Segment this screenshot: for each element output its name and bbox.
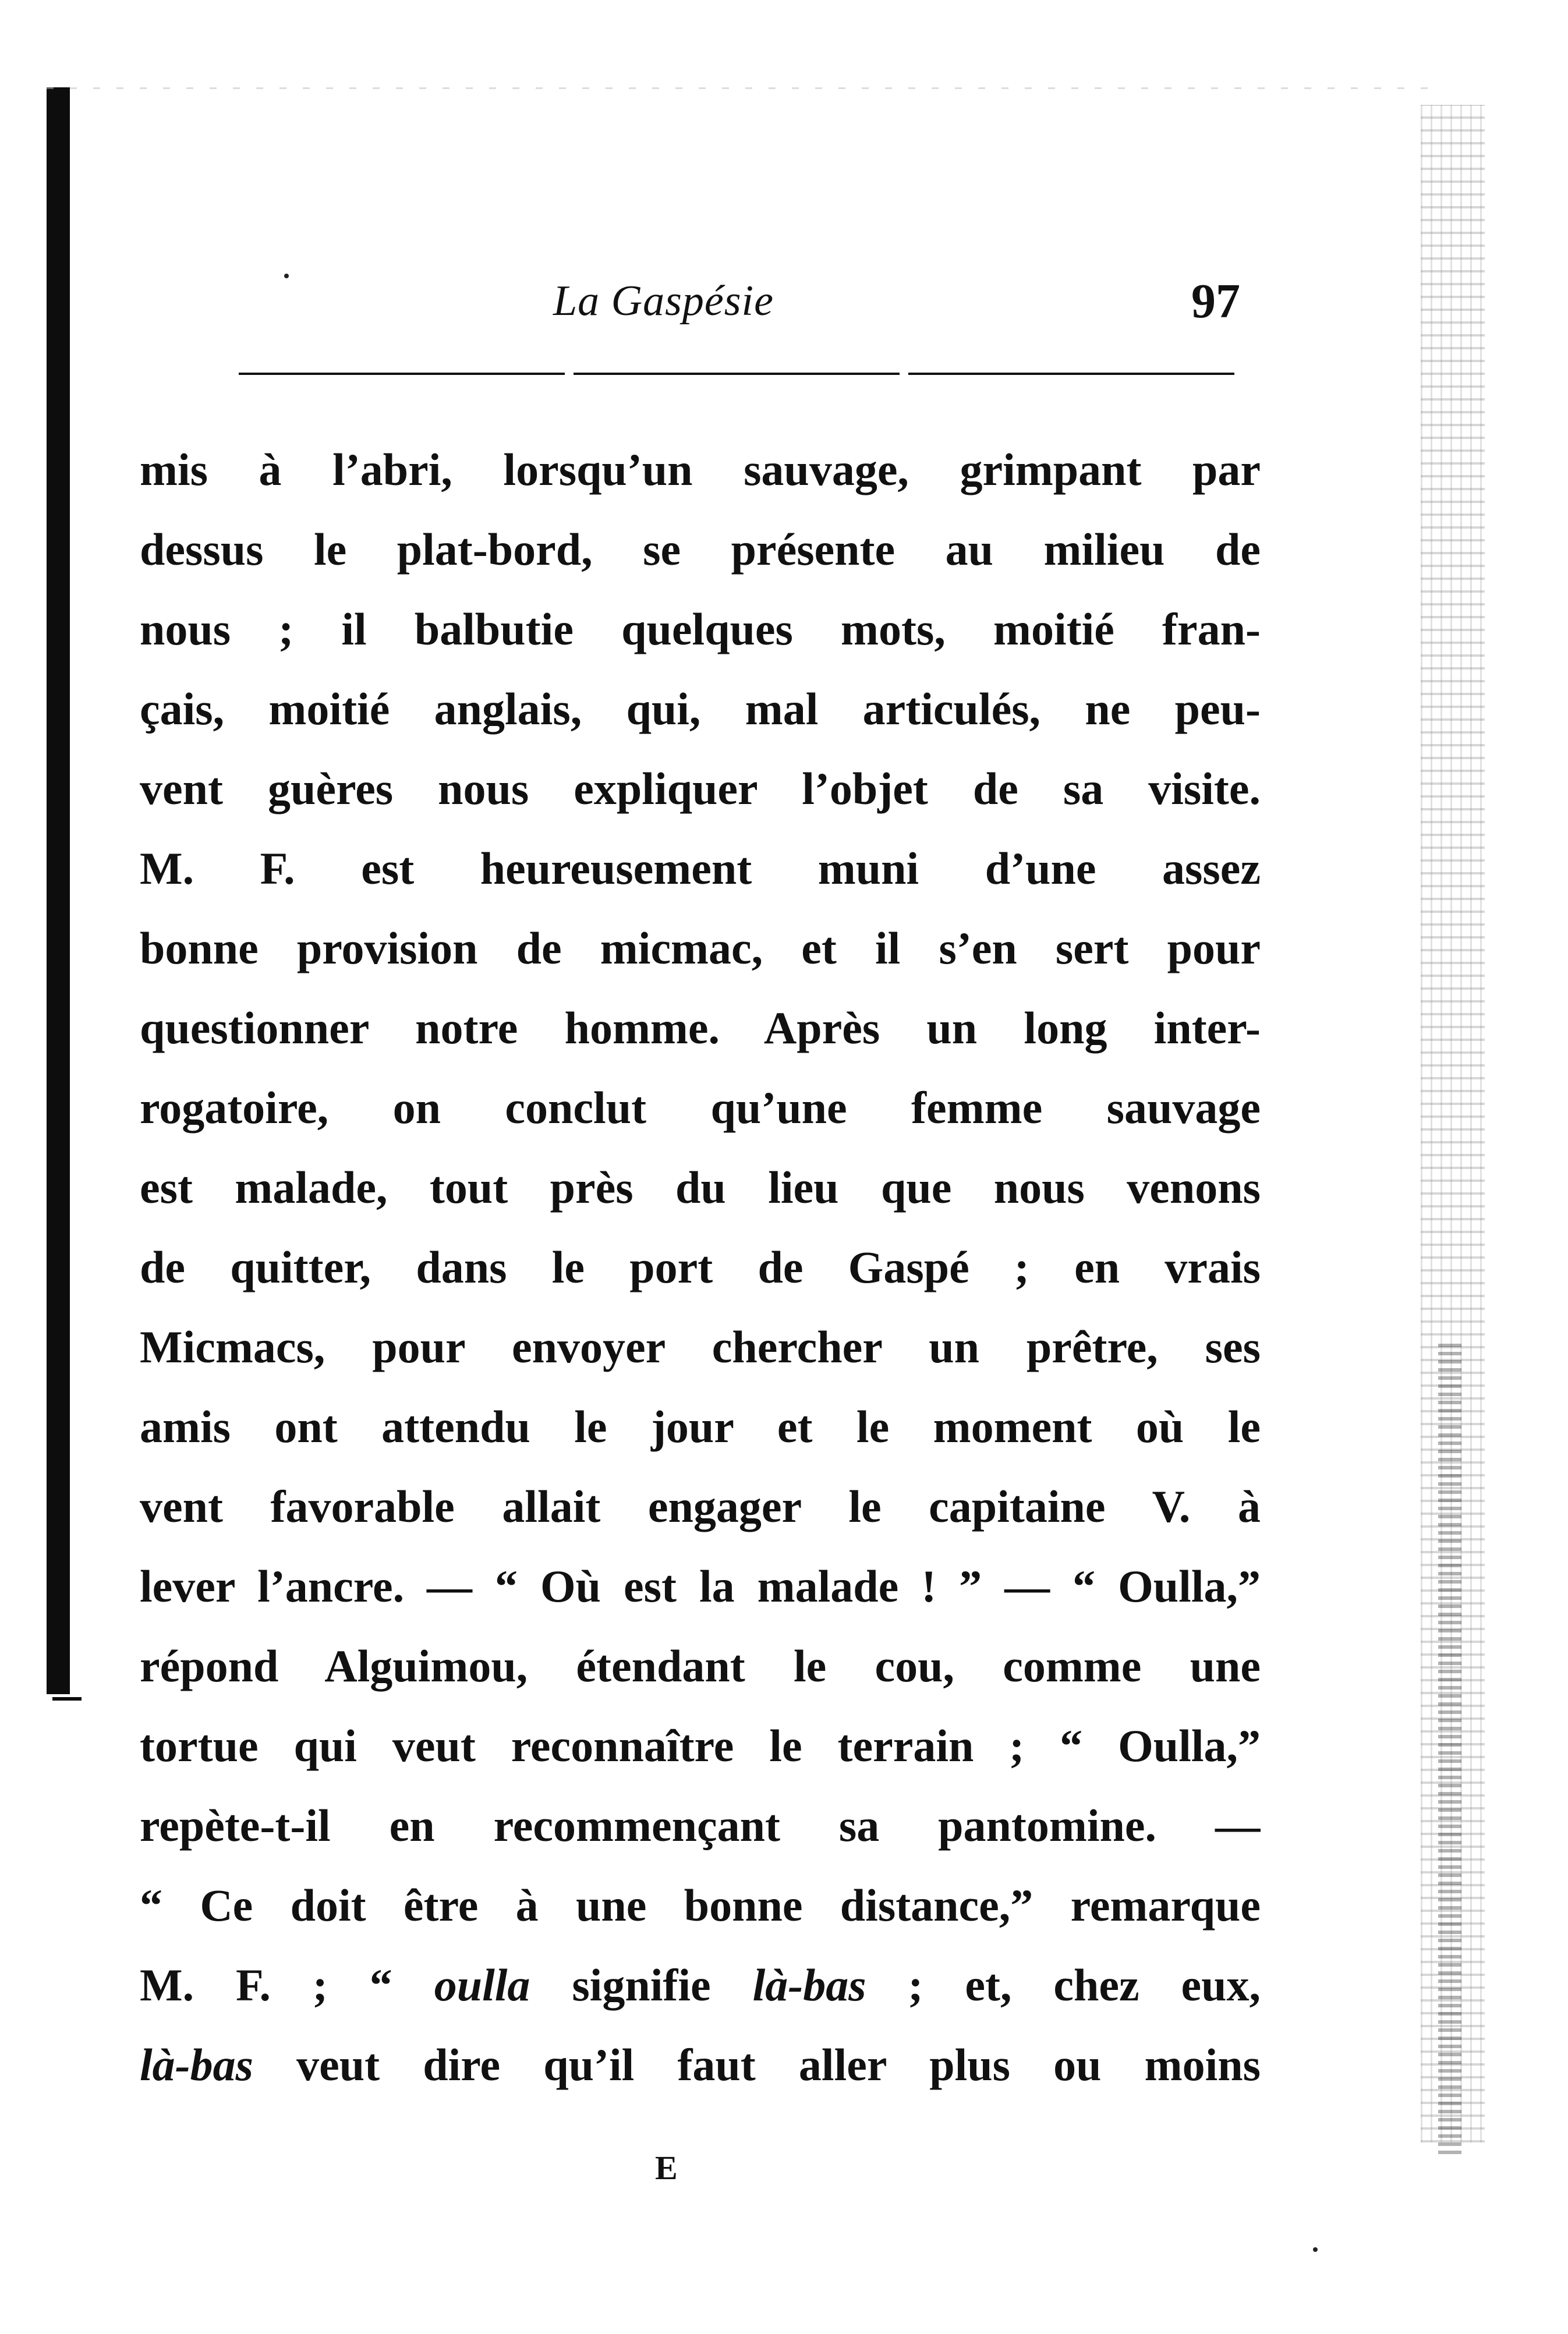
text-line: [140, 2025, 1261, 2105]
scan-top-edge: [47, 87, 1432, 89]
text-line: [140, 988, 1261, 1068]
text-run: répond Alguimou, étendant le cou, comme une: [140, 1641, 1261, 1691]
text-run: vent guères nous expliquer l’objet de sa visite.: [140, 763, 1261, 814]
italic-run: oulla: [434, 1960, 530, 2010]
italic-run: là-bas: [140, 2039, 253, 2090]
text-run: est malade, tout près du lieu que nous venons: [140, 1162, 1261, 1213]
text-line: [140, 828, 1261, 908]
text-run: veut dire qu’il faut aller plus ou moins: [253, 2039, 1261, 2090]
text-line: [140, 1786, 1261, 1865]
text-run: repète-t-il en recommençant sa pantomine. —: [140, 1800, 1261, 1851]
text-run: ; et, chez eux,: [866, 1960, 1261, 2010]
signature-mark: E: [655, 2149, 679, 2187]
text-run: signifie: [530, 1960, 753, 2010]
text-line: [140, 1626, 1261, 1706]
text-line: [140, 430, 1261, 509]
header-rule: [239, 373, 1240, 375]
page-number: 97: [1191, 274, 1240, 328]
text-run: “ Ce doit être à une bonne distance,” remarque: [140, 1880, 1261, 1931]
text-line: [140, 1865, 1261, 1945]
text-run: M. F. ; “: [140, 1960, 434, 2010]
body-text: [140, 430, 1261, 2105]
text-line: [140, 1945, 1261, 2025]
text-run: nous ; il balbutie quelques mots, moitié fran-: [140, 604, 1261, 654]
text-line: [140, 1307, 1261, 1387]
running-title: La Gaspésie: [553, 277, 774, 325]
binding-edge-tick: [52, 1697, 82, 1701]
text-run: çais, moitié anglais, qui, mal articulés, ne peu-: [140, 683, 1261, 734]
text-run: amis ont attendu le jour et le moment où le: [140, 1401, 1261, 1452]
stray-dot: [1313, 2247, 1318, 2252]
text-line: [140, 509, 1261, 589]
italic-run: là-bas: [752, 1960, 866, 2010]
text-run: de quitter, dans le port de Gaspé ; en vrais: [140, 1242, 1261, 1292]
text-line: [140, 908, 1261, 988]
text-run: lever l’ancre. — “ Où est la malade ! ” — “ Oulla,”: [140, 1561, 1261, 1612]
text-line: [140, 1068, 1261, 1147]
text-run: dessus le plat-bord, se présente au milieu de: [140, 524, 1261, 575]
text-run: bonne provision de micmac, et il s’en sert pour: [140, 923, 1261, 973]
text-run: Micmacs, pour envoyer chercher un prêtre, ses: [140, 1322, 1261, 1372]
scan-right-edge-shadow: [1438, 1339, 1461, 2154]
text-line: [140, 749, 1261, 828]
text-line: [140, 1227, 1261, 1307]
text-line: [140, 1546, 1261, 1626]
text-run: tortue qui veut reconnaître le terrain ; “ Oulla,”: [140, 1720, 1261, 1771]
text-run: questionner notre homme. Après un long inter-: [140, 1003, 1261, 1053]
text-run: mis à l’abri, lorsqu’un sauvage, grimpant par: [140, 444, 1261, 495]
text-run: rogatoire, on conclut qu’une femme sauvage: [140, 1082, 1261, 1133]
text-line: [140, 1706, 1261, 1786]
text-run: vent favorable allait engager le capitaine V. à: [140, 1481, 1261, 1532]
text-line: [140, 669, 1261, 749]
text-line: [140, 589, 1261, 669]
text-line: [140, 1467, 1261, 1546]
running-header: [140, 265, 1258, 329]
stray-dot: [284, 274, 289, 278]
text-line: [140, 1147, 1261, 1227]
binding-edge-bar: [47, 87, 70, 1694]
text-run: M. F. est heureusement muni d’une assez: [140, 843, 1261, 894]
text-line: [140, 1387, 1261, 1467]
